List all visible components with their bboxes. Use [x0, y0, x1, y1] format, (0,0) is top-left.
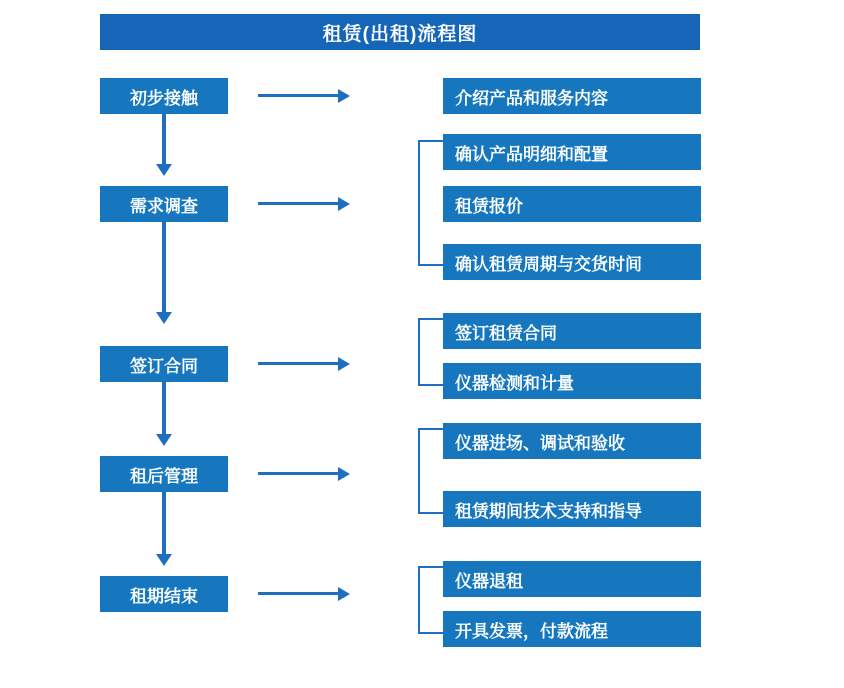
detail-node[interactable]: 租赁期间技术支持和指导	[443, 491, 701, 527]
vertical-arrow-head-icon	[156, 434, 172, 446]
vertical-connector	[162, 492, 166, 554]
stage-bracket	[418, 566, 443, 634]
horizontal-connector	[258, 94, 338, 97]
detail-node[interactable]: 租赁报价	[443, 186, 701, 222]
vertical-arrow-head-icon	[156, 554, 172, 566]
horizontal-connector	[258, 202, 338, 205]
horizontal-arrow-head-icon	[338, 89, 350, 103]
detail-node[interactable]: 签订租赁合同	[443, 313, 701, 349]
stage-bracket	[418, 318, 443, 386]
page-title: 租赁(出租)流程图	[100, 14, 700, 50]
horizontal-connector	[258, 592, 338, 595]
detail-node[interactable]: 确认产品明细和配置	[443, 134, 701, 170]
vertical-connector	[162, 222, 166, 312]
vertical-arrow-head-icon	[156, 164, 172, 176]
horizontal-connector	[258, 472, 338, 475]
stage-node[interactable]: 需求调查	[100, 186, 228, 222]
stage-node[interactable]: 租后管理	[100, 456, 228, 492]
detail-node[interactable]: 仪器检测和计量	[443, 363, 701, 399]
stage-bracket	[418, 140, 443, 266]
horizontal-arrow-head-icon	[338, 357, 350, 371]
stage-node[interactable]: 签订合同	[100, 346, 228, 382]
vertical-arrow-head-icon	[156, 312, 172, 324]
detail-node[interactable]: 确认租赁周期与交货时间	[443, 244, 701, 280]
horizontal-connector	[258, 362, 338, 365]
detail-node[interactable]: 开具发票，付款流程	[443, 611, 701, 647]
horizontal-arrow-head-icon	[338, 197, 350, 211]
detail-node[interactable]: 仪器退租	[443, 561, 701, 597]
stage-bracket	[418, 428, 443, 514]
detail-node[interactable]: 介绍产品和服务内容	[443, 78, 701, 114]
detail-node[interactable]: 仪器进场、调试和验收	[443, 423, 701, 459]
vertical-connector	[162, 114, 166, 164]
stage-node[interactable]: 租期结束	[100, 576, 228, 612]
horizontal-arrow-head-icon	[338, 587, 350, 601]
stage-node[interactable]: 初步接触	[100, 78, 228, 114]
vertical-connector	[162, 382, 166, 434]
horizontal-arrow-head-icon	[338, 467, 350, 481]
